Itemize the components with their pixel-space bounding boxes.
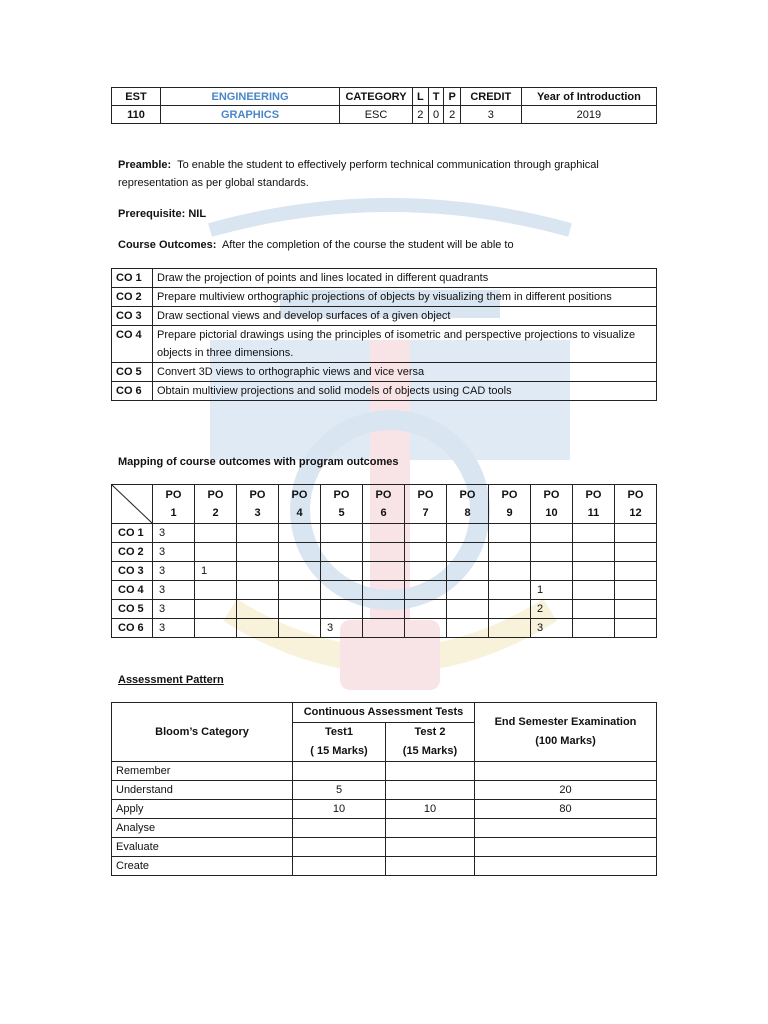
po-header-cell (573, 485, 615, 524)
course-outcomes-intro (118, 236, 658, 254)
mapping-cell (447, 581, 489, 600)
po-mapping-table (111, 484, 657, 638)
assessment-row (112, 819, 657, 838)
mapping-cell: 1 (531, 581, 573, 600)
mapping-row (112, 600, 657, 619)
mapping-cell (489, 524, 531, 543)
mapping-co-label: CO 5 (112, 600, 153, 619)
mapping-cell (573, 619, 615, 638)
test2-value: 10 (386, 800, 475, 819)
assessment-title-text: Assessment Pattern (118, 674, 224, 686)
mapping-cell (447, 619, 489, 638)
po-header-number: 12 (629, 507, 642, 519)
diagonal-header-cell (112, 485, 153, 524)
mapping-cell (573, 581, 615, 600)
end-semester-marks: (100 Marks) (535, 735, 596, 747)
po-header-prefix: PO (291, 489, 308, 501)
course-outcome-id: CO 5 (112, 363, 153, 382)
po-header-cell (489, 485, 531, 524)
course-outcome-id: CO 6 (112, 382, 153, 401)
test1-value (293, 838, 386, 857)
test1-value (293, 819, 386, 838)
mapping-cell (405, 600, 447, 619)
t-label: T (428, 88, 444, 106)
assessment-pattern-table (111, 702, 657, 876)
mapping-cell (363, 600, 405, 619)
mapping-cell (321, 543, 363, 562)
blooms-category-header: Bloom’s Category (112, 703, 293, 762)
mapping-cell (321, 524, 363, 543)
mapping-cell: 2 (531, 600, 573, 619)
mapping-cell (447, 562, 489, 581)
mapping-cell: 1 (195, 562, 237, 581)
po-header-cell (195, 485, 237, 524)
mapping-cell: 3 (531, 619, 573, 638)
test2-value (386, 819, 475, 838)
course-outcome-id: CO 4 (112, 326, 153, 363)
mapping-co-label: CO 1 (112, 524, 153, 543)
p-label: P (444, 88, 460, 106)
prerequisite-line (118, 205, 658, 223)
po-header-number: 4 (296, 507, 303, 519)
course-outcome-id: CO 2 (112, 288, 153, 307)
mapping-co-label: CO 4 (112, 581, 153, 600)
mapping-co-label: CO 2 (112, 543, 153, 562)
course-outcome-id: CO 3 (112, 307, 153, 326)
po-header-number: 11 (587, 507, 600, 519)
l-value: 2 (413, 106, 429, 124)
po-header-prefix: PO (459, 489, 476, 501)
po-header-number: 5 (338, 507, 345, 519)
mapping-cell (237, 562, 279, 581)
mapping-cell (237, 543, 279, 562)
mapping-cell (573, 543, 615, 562)
mapping-cell (615, 543, 657, 562)
mapping-cell: 3 (153, 581, 195, 600)
preamble-paragraph (118, 156, 658, 192)
po-header-cell (405, 485, 447, 524)
po-header-cell (279, 485, 321, 524)
po-header-cell (153, 485, 195, 524)
mapping-cell (405, 524, 447, 543)
blooms-level: Evaluate (112, 838, 293, 857)
test2-value (386, 857, 475, 876)
end-semester-header (475, 703, 657, 762)
mapping-cell (321, 581, 363, 600)
po-header-prefix: PO (207, 489, 224, 501)
mapping-cell (615, 600, 657, 619)
mapping-cell (195, 581, 237, 600)
mapping-cell (321, 562, 363, 581)
mapping-cell (363, 524, 405, 543)
mapping-cell (447, 600, 489, 619)
course-outcome-text: Obtain multiview projections and solid models of objects using CAD tools (153, 382, 657, 401)
course-outcome-row (112, 307, 657, 326)
mapping-cell (531, 562, 573, 581)
mapping-cell: 3 (153, 543, 195, 562)
blooms-level: Understand (112, 781, 293, 800)
blooms-level: Analyse (112, 819, 293, 838)
course-outcome-text: Prepare multiview orthographic projections of objects by visualizing them in different positions (153, 288, 657, 307)
mapping-cell (195, 600, 237, 619)
mapping-cell: 3 (153, 524, 195, 543)
prerequisite-value: NIL (188, 208, 207, 220)
course-title-line-1: ENGINEERING (161, 88, 340, 106)
mapping-cell (279, 600, 321, 619)
test2-value (386, 762, 475, 781)
test2-value (386, 781, 475, 800)
prerequisite-label: Prerequisite: (118, 208, 186, 220)
mapping-cell (279, 581, 321, 600)
course-outcome-text: Convert 3D views to orthographic views and vice versa (153, 363, 657, 382)
course-outcome-row (112, 382, 657, 401)
end-semester-label: End Semester Examination (494, 716, 637, 728)
mapping-cell: 3 (153, 562, 195, 581)
po-header-cell (363, 485, 405, 524)
course-outcome-row (112, 326, 657, 363)
mapping-cell (363, 619, 405, 638)
mapping-cell (573, 600, 615, 619)
mapping-cell (489, 600, 531, 619)
blooms-level: Apply (112, 800, 293, 819)
test1-value: 5 (293, 781, 386, 800)
mapping-cell (615, 562, 657, 581)
course-outcome-text: Prepare pictorial drawings using the principles of isometric and perspective projections to visualize objects in three dimensions. (153, 326, 657, 363)
course-outcome-row (112, 269, 657, 288)
mapping-cell (195, 524, 237, 543)
mapping-cell (531, 543, 573, 562)
mapping-row (112, 562, 657, 581)
ese-value: 20 (475, 781, 657, 800)
blooms-level: Create (112, 857, 293, 876)
year-value: 2019 (521, 106, 656, 124)
mapping-cell (489, 543, 531, 562)
test2-value (386, 838, 475, 857)
ese-value (475, 819, 657, 838)
assessment-row (112, 838, 657, 857)
po-header-number: 1 (170, 507, 177, 519)
year-label: Year of Introduction (521, 88, 656, 106)
mapping-cell (279, 543, 321, 562)
mapping-cell (279, 619, 321, 638)
mapping-cell (237, 600, 279, 619)
po-header-cell (447, 485, 489, 524)
category-label: CATEGORY (340, 88, 413, 106)
mapping-cell (447, 543, 489, 562)
blooms-level: Remember (112, 762, 293, 781)
course-code-prefix: EST (112, 88, 161, 106)
mapping-cell (489, 619, 531, 638)
ese-value (475, 838, 657, 857)
course-outcome-row (112, 288, 657, 307)
po-header-prefix: PO (627, 489, 644, 501)
t-value: 0 (428, 106, 444, 124)
mapping-cell (573, 562, 615, 581)
mapping-cell (531, 524, 573, 543)
po-header-prefix: PO (165, 489, 182, 501)
po-header-number: 7 (422, 507, 429, 519)
mapping-cell (615, 524, 657, 543)
mapping-cell (363, 543, 405, 562)
test2-header: Test 2 (386, 723, 475, 743)
mapping-cell (615, 581, 657, 600)
ese-value (475, 762, 657, 781)
po-header-prefix: PO (249, 489, 266, 501)
po-header-cell (531, 485, 573, 524)
mapping-cell (195, 543, 237, 562)
assessment-row (112, 800, 657, 819)
mapping-row (112, 524, 657, 543)
l-label: L (413, 88, 429, 106)
po-header-prefix: PO (585, 489, 602, 501)
mapping-cell: 3 (153, 600, 195, 619)
mapping-row (112, 543, 657, 562)
course-outcome-row (112, 363, 657, 382)
mapping-cell (237, 581, 279, 600)
test1-value: 10 (293, 800, 386, 819)
po-header-prefix: PO (501, 489, 518, 501)
assessment-title (118, 671, 658, 689)
course-outcome-id: CO 1 (112, 269, 153, 288)
mapping-cell (447, 524, 489, 543)
mapping-cell (363, 562, 405, 581)
assessment-row (112, 781, 657, 800)
po-header-cell (615, 485, 657, 524)
assessment-row (112, 762, 657, 781)
ese-value: 80 (475, 800, 657, 819)
ese-value (475, 857, 657, 876)
po-header-prefix: PO (543, 489, 560, 501)
diagonal-line (112, 485, 152, 523)
mapping-cell (573, 524, 615, 543)
mapping-cell (195, 619, 237, 638)
test1-value (293, 857, 386, 876)
test1-header: Test1 (293, 723, 386, 743)
credit-value: 3 (460, 106, 521, 124)
course-outcomes-label: Course Outcomes: (118, 239, 217, 251)
mapping-cell (405, 562, 447, 581)
mapping-cell (321, 600, 363, 619)
preamble-text: To enable the student to effectively perform technical communication through graphical representation as per global standards. (118, 159, 599, 189)
mapping-cell (405, 581, 447, 600)
mapping-cell: 3 (321, 619, 363, 638)
mapping-cell (237, 619, 279, 638)
mapping-cell (489, 581, 531, 600)
course-code-number: 110 (112, 106, 161, 124)
test1-marks: ( 15 Marks) (293, 742, 386, 762)
category-value: ESC (340, 106, 413, 124)
po-header-number: 8 (464, 507, 471, 519)
po-header-number: 9 (506, 507, 513, 519)
mapping-cell: 3 (153, 619, 195, 638)
course-outcome-text: Draw sectional views and develop surfaces of a given object (153, 307, 657, 326)
test1-value (293, 762, 386, 781)
course-outcomes-table (111, 268, 657, 401)
preamble-label: Preamble: (118, 159, 172, 171)
po-header-number: 6 (380, 507, 387, 519)
mapping-cell (405, 619, 447, 638)
mapping-row (112, 619, 657, 638)
po-header-number: 3 (254, 507, 261, 519)
mapping-cell (363, 581, 405, 600)
credit-label: CREDIT (460, 88, 521, 106)
mapping-cell (279, 562, 321, 581)
mapping-co-label: CO 3 (112, 562, 153, 581)
mapping-cell (405, 543, 447, 562)
po-header-cell (237, 485, 279, 524)
assessment-row (112, 857, 657, 876)
course-header-table (111, 87, 657, 124)
po-header-prefix: PO (375, 489, 392, 501)
mapping-title: Mapping of course outcomes with program outcomes (118, 456, 399, 468)
mapping-cell (615, 619, 657, 638)
po-header-number: 2 (212, 507, 219, 519)
course-title-line-2: GRAPHICS (161, 106, 340, 124)
mapping-cell (489, 562, 531, 581)
mapping-cell (237, 524, 279, 543)
test2-marks: (15 Marks) (386, 742, 475, 762)
mapping-co-label: CO 6 (112, 619, 153, 638)
po-header-prefix: PO (333, 489, 350, 501)
continuous-assessment-header: Continuous Assessment Tests (293, 703, 475, 723)
course-outcomes-intro-text: After the completion of the course the student will be able to (221, 239, 514, 251)
po-header-prefix: PO (417, 489, 434, 501)
course-outcome-text: Draw the projection of points and lines located in different quadrants (153, 269, 657, 288)
p-value: 2 (444, 106, 460, 124)
mapping-row (112, 581, 657, 600)
mapping-cell (279, 524, 321, 543)
po-header-cell (321, 485, 363, 524)
po-header-number: 10 (545, 507, 558, 519)
